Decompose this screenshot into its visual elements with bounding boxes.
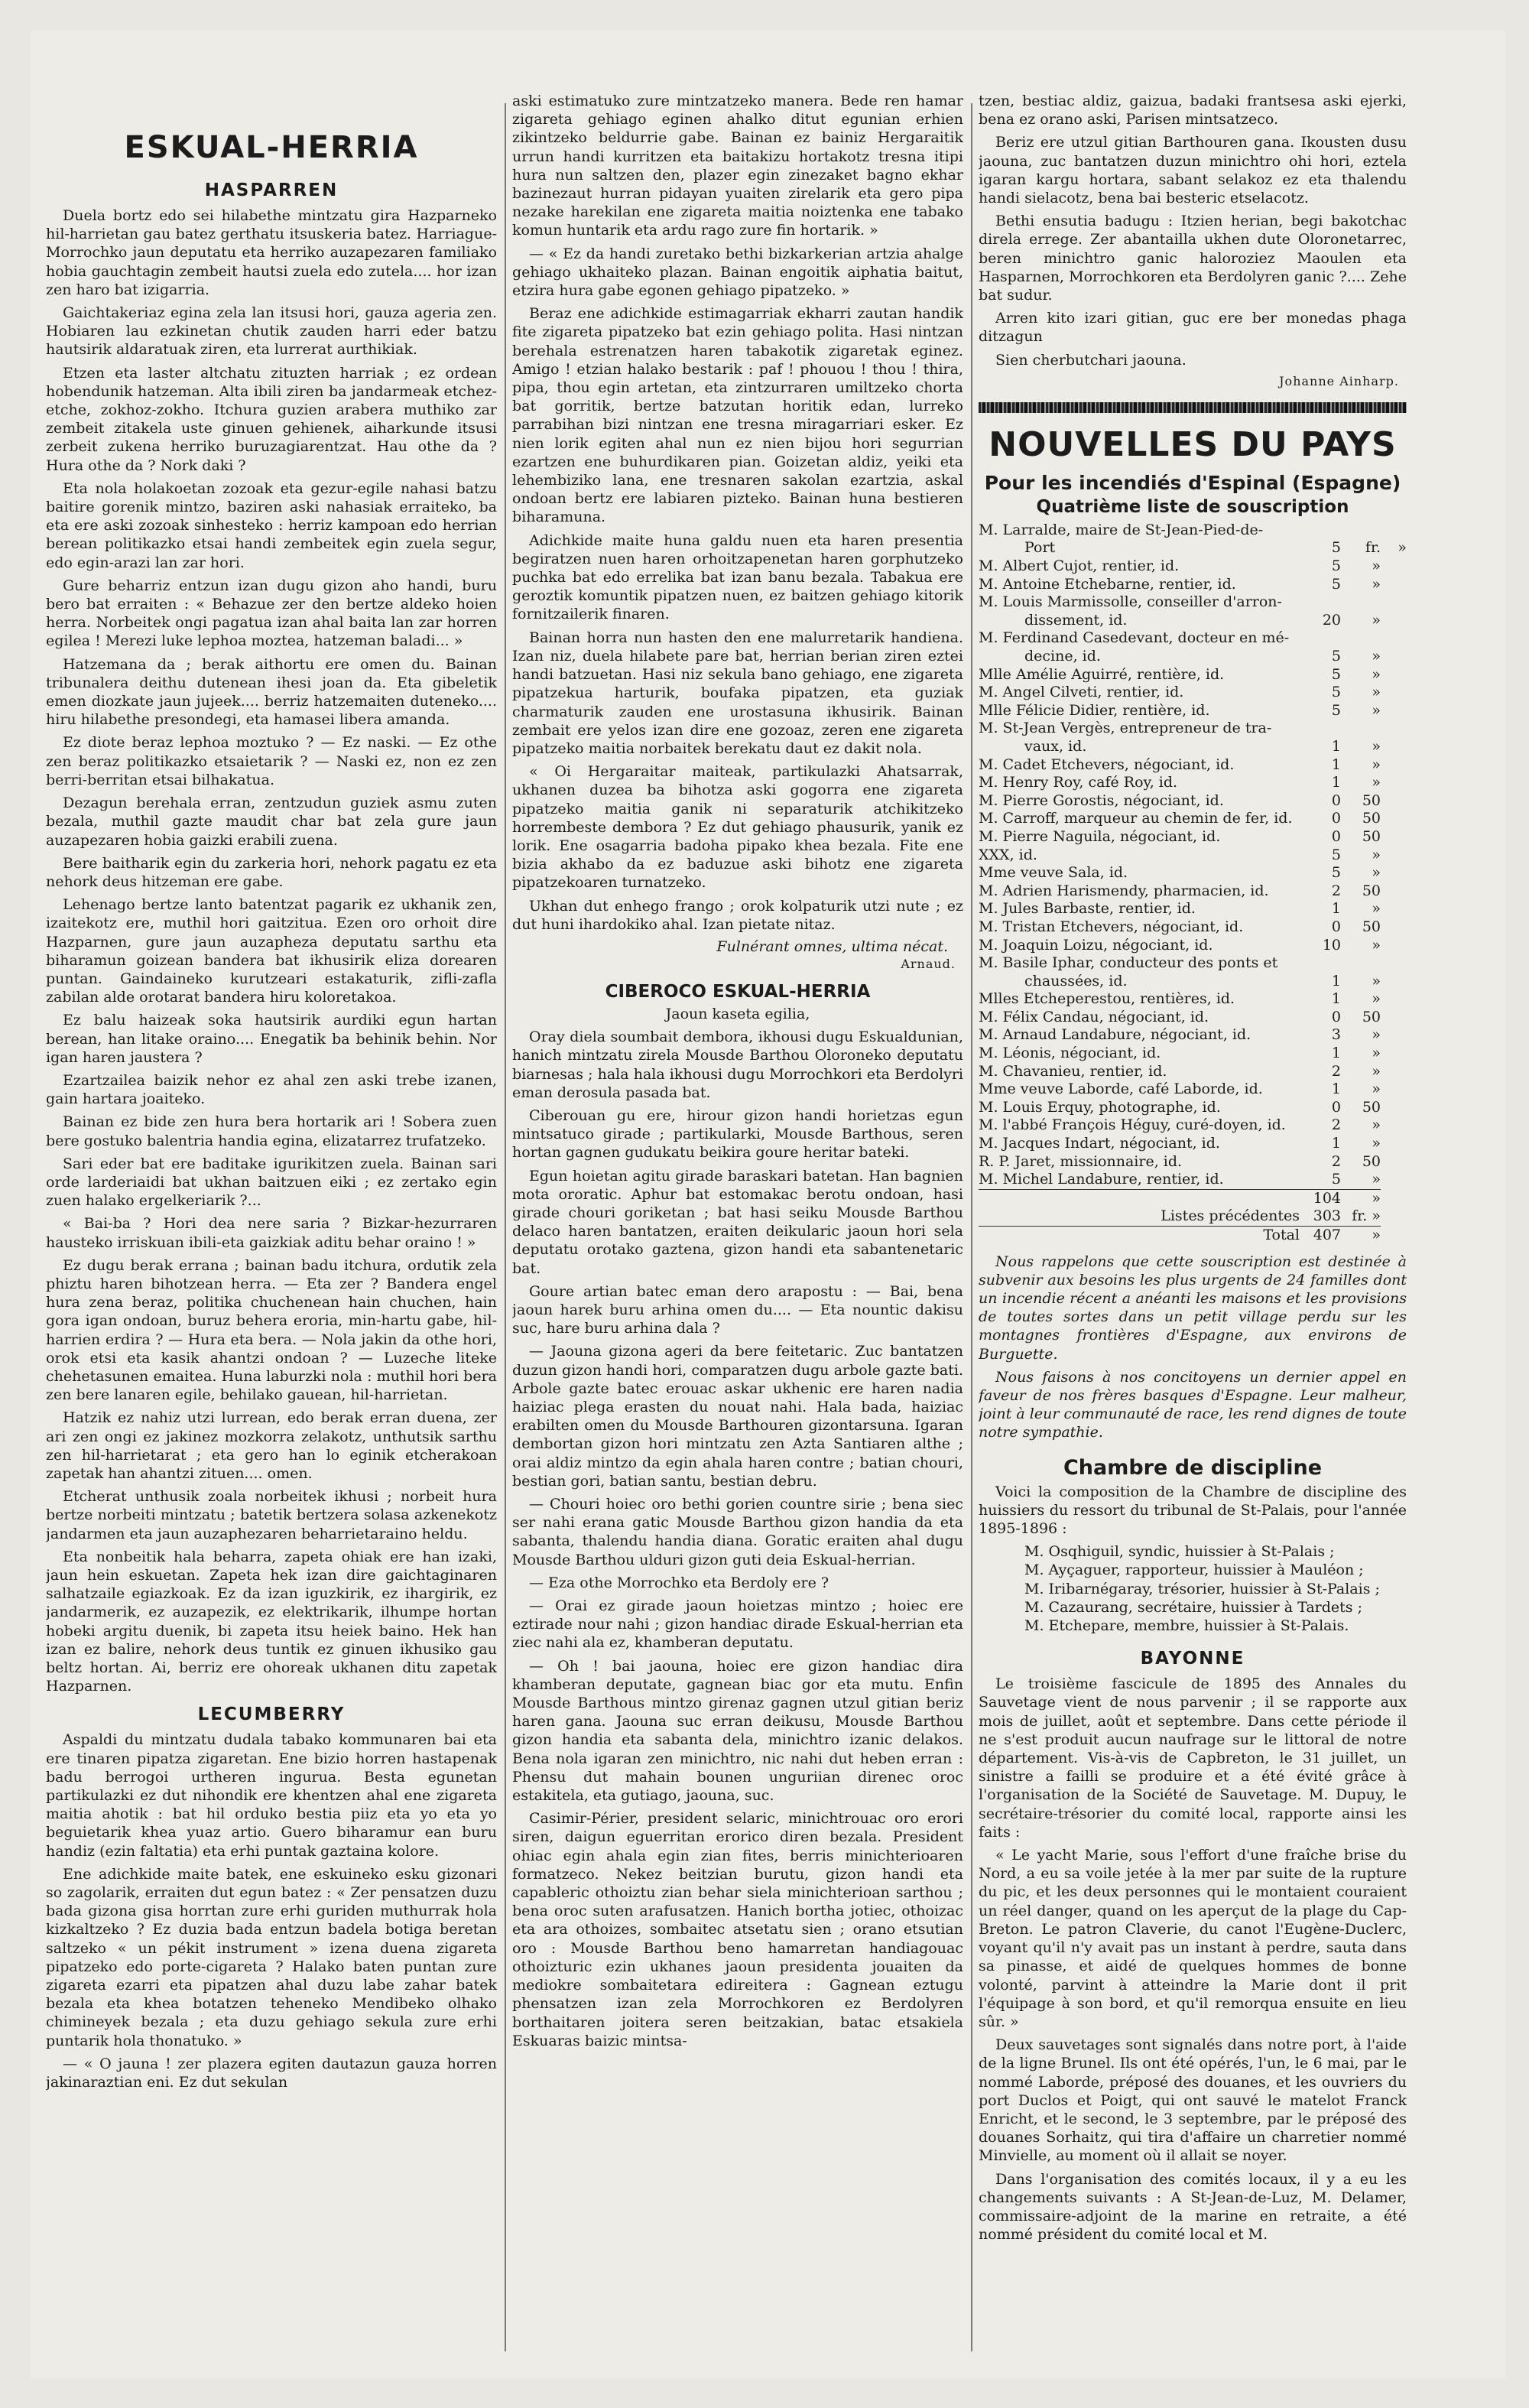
paragraph: Bainan ez bide zen hura bera hortarik ari ! Sobera zuen bere gostuko balentria handia egina, elizatarrez trufatzeko. [46,1113,497,1149]
subscription-row [979,612,1407,630]
subscriber-name: M. Pierre Gorostis, négociant, id. [979,791,1224,809]
subscription-unit [1381,937,1407,955]
subscription-amount: 5 [1331,846,1341,863]
subscription-unit [1381,1009,1407,1027]
subscription-unit [1381,990,1407,1009]
subscriber-name: M. Ferdinand Casedevant, docteur en mé- [979,629,1290,647]
subscription-amount: 3 [1331,1026,1341,1044]
subscription-cents: » [1372,900,1381,918]
subscription-row [979,576,1407,594]
bayonne-heading: BAYONNE [1140,1649,1245,1669]
subscription-unit [1381,864,1407,882]
paragraph: Ez dugu berak errana ; bainan badu itchura, ordutik zela phiztu haren bihotzean herra. — Eta zer ? Bandera engel hura zena beraz, politika chuchenean hain chuchen, hain gora igan ondoan, buruz behera eroria, min-hartu gabe, hil-harrien erdira ? — Hura eta bera. — Nola jakin da othe hori, orok etsi eta kasik ahantzi ondoan ? — Luzeche liteke chehetasunen emaitea. Huna laburzki nola : muthil hori bera zen bere lanaren egile, behilako gauean, hil-harrietan. [46,1256,497,1404]
previous-lists-unit: fr. » [1352,1207,1381,1225]
paragraph: Casimir-Périer, president selaric, minichtrouac oro erori siren, daigun eguerritan erorico diren bezala. President ohiac egin ahala egin zian fites, berris minichterioaren formatzeco. Nekez beitzian burutu, gizon handi eta capableric othoiztu zian behar siela minichterioan sarthou ; bena oroc suten arafusatzen. Hanich bortha jotiec, othoizac eta ara othoizes, sombaitec atsetatu sien ; orano etsutian oro : Mousde Barthou beno hamarretan handiagouac othoizturic ezin ukhanes jaoun presidenta jouaiten da mediokre sombaitetara edireitera : Gagnean eztugu phensatzen izan zela Morrochkoren ez Berdolyren borthaitaren joitera seren beitzakian, batac etsakiela Eskuaras baizic mintsa- [512,1810,963,2049]
subscription-cents: 50 [1362,791,1381,809]
subscription-row [979,1026,1407,1045]
subtotal-row [979,1189,1407,1207]
subscription-amount: 5 [1331,557,1341,575]
subscription-amount [1307,629,1341,648]
subscription-amount: 2 [1331,1116,1341,1134]
bayonne-article [979,1675,1407,2244]
paragraph: Gure beharriz entzun izan dugu gizon aho handi, buru bero bat erraiten : « Behazue zer den bertze aldeko hoien herra. Norbeitek ongi pagatua izan ahal baita lan zar horren egilea ! Merezi luke lephoa moztea, hatzeman baladi... » [46,577,497,650]
subscription-unit [1381,593,1407,612]
subscription-row [979,593,1407,612]
subscription-amount [1307,954,1341,973]
subscription-unit [1381,738,1407,756]
subscription-cents: » [1372,684,1381,701]
subscriber-name: Mlle Amélie Aguirré, rentière, id. [979,665,1225,683]
subscription-row [979,1045,1407,1063]
signature-arnaud: Arnaud. [901,956,956,971]
subscription-unit [1381,629,1407,648]
subscription-row [979,557,1407,576]
paragraph: Ciberouan gu ere, hirour gizon handi horietzas egun mintsatuco girade ; partikularki, Mousde Barthous, seren hortan gagnen gudukatu beikira goure heritar bateki. [512,1107,963,1162]
subscriber-name: M. Angel Cilveti, rentier, id. [979,684,1184,701]
subscription-cents: 50 [1362,882,1381,899]
subscription-cents: » [1372,557,1381,575]
paragraph: Etcherat unthusik zoala norbeitek ikhusi ; norbeit hura bertze norbeiti mintzatu ; batetik bertzera solasa azkenekotz jandarmen eta jaun auzaphezaren beharrietaraino heldu. [46,1488,497,1542]
paragraph: Bethi ensutia badugu : Itzien herian, begi bakotchac direla errege. Zer abantailla ukhen dute Oloronetarrec, beren minichtro ganic haloroziez Maoulen eta Hasparnen, Morrochkoren eta Berdolyren ganic ?.... Zehe bat sudur. [979,213,1407,304]
subscriber-name: XXX, id. [979,846,1037,863]
paragraph: tzen, bestiac aldiz, gaizua, badaki frantsesa aski ejerki, bena ez orano aski, Parisen mintsatzeco. [979,93,1407,128]
subscription-unit [1381,810,1407,828]
subscription-cents: » [1372,846,1381,863]
subscription-cents: 50 [1362,918,1381,935]
paragraph: — Chouri hoiec oro bethi gorien countre sirie ; bena siec ser nahi erana gatic Mousde Barthou gizon handia da eta sabanta, thalendu handia diana. Goratic eraiten ahal dugu Mousde Barthou ulduri gizon guti deia Eskual-herrian. [512,1496,963,1568]
subscriber-name: Port [1024,539,1056,557]
ciberoco-article [512,1028,963,2050]
subscription-unit: » [1398,539,1407,557]
subscription-unit [1381,557,1407,576]
subscription-amount: 5 [1331,575,1341,593]
subscription-amount: 5 [1331,684,1341,701]
subscription-amount: 5 [1331,701,1341,719]
subscription-amount: 1 [1331,990,1341,1008]
subscription-amount: 0 [1331,918,1341,935]
subscriber-name: dissement, id. [1024,611,1128,629]
previous-lists-amount: 303 [1313,1207,1341,1225]
subscription-row [979,756,1407,775]
subscription-row [979,1099,1407,1117]
paragraph: « Le yacht Marie, sous l'effort d'une fraîche brise du Nord, a eu sa voile jetée à la mer par suite de la rupture du pic, et les deux personnes qui le montaient couraient un réel danger, quand on les aperçut de la plage du Cap-Breton. Le patron Claverie, du canot l'Eugène-Duclerc, voyant qu'il n'y avait pas un instant à perdre, sauta dans sa pinasse, et aidé de quelques hommes de bonne volonté, parvint à atteindre la Marie dont il prit l'équipage à son bord, et qu'il remorqua ensuite en lieu sûr. » [979,1847,1407,2030]
paragraph: « Oi Hergaraitar maiteak, partikulazki Ahatsarrak, ukhanen duzea ba bihotza aski gogorra ene zigareta pipatzeko maitia ganik ni separaturik atchikitzeko horrembeste dembora ? Ez dut gehiago phausurik, yanik ez lorik. Ene osagarria badoha pipako khea bezala. Fite ene bizia akhabo da ez baduzue aski bihotz ene zigareta pipatzekoaren turnatzeko. [512,763,963,892]
paragraph: Ukhan dut enhego frango ; orok kolpaturik utzi nute ; ez dut huni ihardokiko ahal. Izan pietate nitaz. [512,897,963,933]
paragraph: Ez diote beraz lephoa moztuko ? — Ez naski. — Ez othe zen beraz politikazko etsaietarik ? — Naski ez, non ez zen berri-berritan etsai bilhakatua. [46,734,497,788]
signature-ainharp: Johanne Ainharp. [1279,373,1399,388]
subscription-cents: » [1372,1135,1381,1152]
chambre-members [979,1542,1407,1635]
subscription-row [979,864,1407,882]
ciberoco-article-continued [979,92,1407,388]
subscription-cents: » [1372,1081,1381,1098]
subscriber-name: M. Arnaud Landabure, négociant, id. [979,1026,1251,1044]
subscription-amount: 1 [1331,756,1341,773]
subscriber-name: M. Tristan Etchevers, négociant, id. [979,918,1244,935]
subscription-row [979,539,1407,557]
subscriber-name: M. Pierre Naguila, négociant, id. [979,827,1221,845]
subtotal-amount: 104 [1307,1189,1341,1207]
list-item: M. Ayçaguer, rapporteur, huissier à Mauléon ; [1024,1561,1364,1579]
subscription-cents: » [1372,1045,1381,1062]
subscription-row [979,954,1407,973]
subscription-row [979,1081,1407,1099]
subscription-cents: 50 [1362,1152,1381,1170]
subscription-cents [1341,720,1381,738]
paragraph: « Bai-ba ? Hori dea nere saria ? Bizkar-hezurraren hausteko irriskuan ibili-eta gaizkiak aditu behar oraino ! » [46,1215,497,1251]
subscriber-name: M. Jules Barbaste, rentier, id. [979,900,1196,918]
subscriber-name: M. Basile Iphar, conducteur des ponts et [979,954,1278,972]
paragraph: — Oh ! bai jaouna, hoiec ere gizon handiac dira khamberan deputate, gagnean biac gor eta mutu. Enfin Mousde Barthous mintzo girenaz gagnen utzul gitian beriz haren gana. Jaouna suc erran deikusu, Mousde Barthou gizon handia eta sabanta dela, minichtro izanic delakos. Bena nola igaran zen minichtro, nic nahi dut heben erran : Phensu dut mahain bounen unguriian direnec oroc estakitela, eta gutiago, jaouna, suc. [512,1657,963,1805]
subscription-cents: 50 [1362,1098,1381,1116]
subscriber-name: M. Henry Roy, café Roy, id. [979,774,1178,791]
subscription-unit [1381,774,1407,792]
subscription-amount: 1 [1331,1045,1341,1062]
subscription-amount: 2 [1331,1062,1341,1080]
paragraph: Hatzik ez nahiz utzi lurrean, edo berak erran duena, zer ari zen ongi ez jakinez mozkorra zelakotz, unthutsik sarthu zen hil-harrietarat ; eta gero han lo eginik etcherakoan zapetak han ahantzi zituen.... omen. [46,1409,497,1482]
subscription-cents: » [1372,575,1381,593]
subscription-amount: 0 [1331,791,1341,809]
paragraph: Nous rappelons que cette souscription est destinée à subvenir aux besoins les plus urgents de 24 familles dont un incendie récent a anéanti les maisons et les provisions de toutes sortes dans un petit village perdu sur les montagnes frontières d'Espagne, aux environs de Burguette. [979,1253,1407,1363]
subscription-amount: 20 [1322,611,1341,629]
subscription-cents: fr. [1365,539,1381,557]
subscription-amount [1307,522,1341,540]
subscription-row [979,738,1407,756]
lecumberry-heading: LECUMBERRY [197,1704,346,1725]
paragraph: Duela bortz edo sei hilabethe mintzatu gira Hazparneko hil-harrietan gau batez gerthatu itsuskeria batez. Harriague-Morrochko jaun deputatu eta herriko auzapezaren familiako hobia gauchtagin zembeit hautsi zuela edo zutela.... hor izan zen haro bat izigarria. [46,207,497,298]
subscription-unit [1381,576,1407,594]
subscription-cents: » [1372,972,1381,990]
subscription-cents: 50 [1362,810,1381,827]
lecumberry-article-continued [512,92,963,971]
paragraph: Eta nola holakoetan zozoak eta gezur-egile nahasi batzu baitire gorenik mintzo, baziren aski nahasiak erraiteko, ba eta ere aski zozoak sinhesteko : herriz kampoan edo herrian berean politikazko etsai handi zembeitek egin zuela segur, edo egin-arazi lan zar hori. [46,479,497,571]
subscriber-name: M. l'abbé François Héguy, curé-doyen, id. [979,1116,1286,1134]
subscriber-name: Mme veuve Laborde, café Laborde, id. [979,1081,1263,1098]
subscription-amount: 5 [1331,648,1341,665]
subscription-unit [1381,847,1407,865]
subscriber-name: R. P. Jaret, missionnaire, id. [979,1152,1183,1170]
lecumberry-article [46,1730,497,2091]
column-rule-1 [505,103,506,2351]
column-1 [46,76,497,2096]
subscription-unit [1381,612,1407,630]
paragraph: Beriz ere utzul gitian Barthouren gana. Ikousten dusu jaouna, zuc bantatzen duzun minichtro ohi hori, eztela igaran kargu hortara, sabant selakoz ez eta thalendu handi sielacotz, bena bai besteric etselacotz. [979,134,1407,207]
espinal-subheading: Quatrième liste de souscription [1036,496,1349,517]
subscription-cents: » [1372,1062,1381,1080]
paragraph: Sari eder bat ere baditake igurikitzen zuela. Bainan sari orde larderiaidi bat ukhan baitzuen eiki ; ez zertako egin zuen halako ergelkeriarik ?... [46,1155,497,1210]
paragraph: Ezartzailea baizik nehor ez ahal zen aski trebe izanen, gain hartara joaiteko. [46,1071,497,1108]
subscription-row [979,720,1407,738]
paragraph: Egun hoietan agitu girade baraskari batetan. Han bagnien mota ororatic. Aphur bat estomakac berotu ondoan, hasi girade chouri goriketan ; bat hasi seiku Mousde Barthou delaco haren bantatzen, eraiten deikularic jaoun hori sela deputatu orotako gaztena, gizon handi eta sabantenetaric bat. [512,1167,963,1277]
subscriber-name: M. Michel Landabure, rentier, id. [979,1171,1224,1188]
paragraph: Gaichtakeriaz egina zela lan itsusi hori, gauza ageria zen. Hobiaren lau ezkinetan chutik zauden harri eder batzu hautsirik aldaratuak ziren, eta lurrerat aurthikiak. [46,304,497,359]
subscription-unit [1381,1081,1407,1099]
subscriber-name: M. Jacques Indart, négociant, id. [979,1135,1220,1152]
subscription-row [979,702,1407,720]
ciberoco-heading: CIBEROCO ESKUAL-HERRIA [605,981,871,1002]
paragraph: Sien cherbutchari jaouna. [995,351,1187,369]
subscriber-name: M. Antoine Etchebarne, rentier, id. [979,575,1236,593]
subscription-unit [1381,1135,1407,1153]
subscriber-name: Mlle Félicie Didier, rentière, id. [979,701,1210,719]
espinal-heading: Pour les incendiés d'Espinal (Espagne) [984,471,1401,494]
subscription-amount: 0 [1331,827,1341,845]
paragraph: — Eza othe Morrochko eta Berdoly ere ? [529,1574,829,1591]
subscription-cents: 50 [1362,1008,1381,1025]
subscription-cents: » [1372,648,1381,665]
hasparren-article [46,206,497,1695]
subtotal-unit: » [1341,1189,1381,1207]
paragraph: — Jaouna gizona ageri da bere feitetaric. Zuc bantatzen duzun gizon handi hori, comparatzen dugu arbole gazte bati. Arbole gazte batec erouac askar ukhenic ere haren nadia haiziac plega erasten du nouat nahi. Hala bada, haiziac erabilten omen du Mousde Barthouren gizontarsuna. Igaran dembortan gizon hori mintzatu zen Azta Santiaren althe ; orai aldiz mintzo da egin ahala haren contre ; batian chouri, bestian gori, batian santu, bestian debru. [512,1343,963,1490]
paragraph: Deux sauvetages sont signalés dans notre port, à l'aide de la ligne Brunel. Ils ont été opérés, l'un, le 6 mai, par le nommé Laborde, préposé des douanes, et les ouvriers du port Duclos et Poigt, qui ont sauvé le matelot Franck Enricht, et le second, le 3 septembre, par le préposé des douanes Sorhaitz, qui tira d'affaire un charretier nommé Minvielle, au moment où il allait se noyer. [979,2036,1407,2165]
paragraph: aski estimatuko zure mintzatzeko manera. Bede ren hamar zigareta gehiago eginen ahalko ditut egunian erhien zikintzeko beldurrie gabe. Bainan ez bainiz Hergaraitik urrun handi kurritzen eta baitakizu hortakotz tresna itipi hura nun saltzen den, plazer egin zinezaket bagno ekhar bazinezaut hurran pidayan yuaiten zirelarik eta gero pipa nezake harekilan ene zigareta maitia noiztenka ene tabako komun huntarik eta ardu rago zure fin hortarik. » [512,93,963,239]
paragraph: Dezagun berehala erran, zentzudun guziek asmu zuten bezala, muthil gazte maudit char bat zela gure jaun auzapezaren hobia gaizki erabili zuena. [46,795,497,849]
subscriber-name: M. Chavanieu, rentier, id. [979,1062,1167,1080]
subscription-unit [1381,900,1407,918]
subscription-row [979,937,1407,955]
paragraph: Eta nonbeitik hala beharra, zapeta ohiak ere han izaki, jaun hein eskuetan. Zapeta hek izan dire gaichtaginaren salhatzaile egiazkoak. Ez da izan iguzkirik, ez ihargirik, ez jandarmerik, ez auzapezik, ez elektrikarik, ilhumpe hortan hobeki argitu duenik, bi zapeta itsu heiek baino. Hek han izan ez balire, nehork deus tuntik ez ginuen ikhusiko gau beltz hortan. Ai, berriz ere ohoreak ukhanen ditu zapetak Hazparnen. [46,1548,497,1695]
total-row [979,1227,1407,1245]
paragraph: — Orai ez girade jaoun hoietzas mintzo ; hoiec ere eztirade nour nahi ; gizon handiac dirade Eskual-herrian eta ziec nahi ala ez, khamberan deputatu. [512,1597,963,1652]
list-item: M. Cazaurang, secrétaire, huissier à Tardets ; [1024,1598,1362,1616]
subscription-row [979,1171,1407,1189]
salutation: Jaoun kaseta egilia, [665,1005,810,1022]
subscription-cents [1341,954,1381,973]
newspaper-page [31,31,1506,2378]
subscription-unit [1381,973,1407,991]
subscription-unit [1381,882,1407,901]
subscription-cents: » [1372,665,1381,683]
subscription-row [979,1063,1407,1081]
subscription-unit [1381,666,1407,684]
subscription-table [979,522,1407,1245]
subscription-cents: » [1372,990,1381,1008]
subscription-cents: » [1372,1116,1381,1134]
subscription-amount: 1 [1331,737,1341,755]
nouvelles-heading: NOUVELLES DU PAYS [988,424,1397,464]
subscription-cents [1341,593,1381,612]
subscription-amount: 0 [1331,1008,1341,1025]
paragraph: Bainan horra nun hasten den ene malurretarik handiena. Izan niz, duela hilabete pare bat, herrian berian ziren eztei handi batzuetan. Hasi niz sekula bano gehiago, ene zigareta pipatzekua harturik, boufaka pipatzen, eta guziak charmaturik zauden ene urostasuna ikhusirik. Bainan zembait ere yelos izan dire ene gozoaz, zeren ene zigareta pipatzeko maitia norbaitek berekatu daut ez dakit nola. [512,629,963,757]
subscription-unit [1381,1116,1407,1135]
subscription-amount: 5 [1331,864,1341,882]
paragraph: Adichkide maite huna galdu nuen eta haren presentia begiratzen nuen haren orhoitzapenetan haren gorphutzeko puchka bat edo errelika bat izan banu bezala. Tabakua ere geroztik komuntik pipatzen nuen, ez baitzen gehiago kitorik fornitzailerik finaren. [512,531,963,623]
subscription-cents: » [1372,756,1381,773]
paragraph: Arren kito izari gitian, guc ere ber monedas phaga ditzagun [979,310,1407,346]
list-item: M. Osqhiguil, syndic, huissier à St-Palais ; [1024,1543,1335,1561]
subscription-row [979,1009,1407,1027]
subscription-amount: 5 [1331,539,1341,557]
latin-quote: Fulnérant omnes, ultima nécat. [716,938,948,955]
subscription-unit [1381,1171,1407,1189]
subscription-cents: » [1372,1026,1381,1044]
subscription-unit [1381,522,1407,540]
subscription-row [979,792,1407,811]
subscription-row [979,1153,1407,1172]
ornamental-divider [979,402,1407,413]
paragraph: Hatzemana da ; berak aithortu ere omen du. Bainan tribunalera deithu dutenean ihesi joan da. Eta gibeletik emen diozkate jaun jujeek.... berriz hatzemaiten duteneko.... hiru hilabethe presondegi, eta hamasei libera amanda. [46,655,497,729]
subscription-cents: 50 [1362,827,1381,845]
subscription-amount: 1 [1331,1081,1341,1098]
subscription-unit [1381,1153,1407,1172]
subscription-row [979,1116,1407,1135]
subscriber-name: M. St-Jean Vergès, entrepreneur de tra- [979,720,1272,737]
subscription-row [979,990,1407,1009]
subscription-row [979,973,1407,991]
subscription-amount: 0 [1331,1098,1341,1116]
subscription-unit [1381,702,1407,720]
paragraph: Nous faisons à nos concitoyens un dernier appel en faveur de nos frères basques d'Espagne. Leur malheur, joint à leur communauté de race, les rend dignes de toute notre sympathie. [979,1368,1407,1441]
subscription-unit [1381,1045,1407,1063]
subscription-unit [1381,684,1407,702]
subscription-unit [1381,792,1407,811]
hasparren-heading: HASPARREN [204,180,339,200]
subscription-row [979,882,1407,901]
subscription-unit [1381,648,1407,666]
subscription-row [979,900,1407,918]
subscriber-name: Mme veuve Sala, id. [979,864,1128,882]
subscription-unit [1381,1026,1407,1045]
subscription-unit [1381,756,1407,775]
subscription-amount: 2 [1331,1152,1341,1170]
subscription-unit [1381,918,1407,937]
subscriber-name: M. Louis Erquy, photographe, id. [979,1098,1221,1116]
subscription-amount: 10 [1322,936,1341,954]
subscription-row [979,684,1407,702]
subscription-row [979,629,1407,648]
subscription-cents: » [1372,1171,1381,1188]
total-unit: » [1341,1227,1381,1245]
subscription-amount: 5 [1331,1171,1341,1188]
paragraph: Le troisième fascicule de 1895 des Annales du Sauvetage vient de nous parvenir ; il se rapporte aux mois de juillet, août et septembre. Dans cette période il ne s'est produit aucun naufrage sur le littoral de notre département. Vis-à-vis de Capbreton, le 31 juillet, un sinistre a failli se produire et a été évité grâce à l'organisation de la Société de Sauvetage. M. Dupuy, le secrétaire-trésorier du comité local, rapporte ainsi les faits : [979,1675,1407,1841]
subscriber-name: M. Carroff, marqueur au chemin de fer, id. [979,810,1293,827]
subscription-amount [1307,720,1341,738]
subscriber-name: M. Albert Cujot, rentier, id. [979,557,1180,575]
total-amount: 407 [1307,1227,1341,1245]
list-item: M. Iribarnégaray, trésorier, huissier à St-Palais ; [1024,1580,1380,1597]
total-label: Total [979,1227,1307,1245]
paragraph: Oray diela soumbait dembora, ikhousi dugu Eskualdunian, hanich mintzatu zirela Mousde Barthou Oloroneko deputatu biarnesas ; hala hala ikhousi dugu Morrochkori eta Berdolyri eman derosula pasada bat. [512,1029,963,1101]
eskual-herria-heading: ESKUAL-HERRIA [124,130,419,165]
paragraph: Ene adichkide maite batek, ene eskuineko esku gizonari so zagolarik, erraiten dut egun batez : « Zer pensatzen duzu bada gizona gisa horrtan zure erhi guriden muthurrak hola kizkaltzeko ? Ez duzia bada entzun badela botiga beretan saltzeko « un pékit instrument » izena duena zigareta pipatzeko edo porte-cigareta ? Halako baten puntan zure zigareta ezarri eta pipatzen ahal duzu labe zahar batek bezala eta khea botatzen teheneko Mendibeko olhako chimineyek bezala ; eta duzu gehiago sekula zure erhi puntarik hola thonatuko. » [46,1865,497,2049]
subscription-unit [1381,720,1407,738]
subscription-amount: 1 [1331,972,1341,990]
subscription-cents: » [1372,864,1381,882]
previous-lists-label: Listes précédentes [1161,1207,1300,1225]
paragraph: Lehenago bertze lanto batentzat pagarik ez ukhanik zen, izaitekotz ere, muthil hori gaitzitua. Ezen oro orhoit dire Hazparnen, gure jaun auzapheza deputatu sarthu eta biharamun goizean bandera bat ikhusirik eliza dorearen puntan. Gaindaineko kurutzeari estakaturik, zifli-zafla zabilan alde orotarat bandera hiru koloretakoa. [46,896,497,1006]
subscription-row [979,522,1407,540]
column-2 [512,92,963,2055]
subscription-cents: » [1372,701,1381,719]
subscription-cents [1341,522,1381,540]
subscriber-name: M. Joaquin Loizu, négociant, id. [979,936,1213,954]
subscription-row [979,774,1407,792]
paragraph: Goure artian batec eman dero arapostu : — Bai, bena jaoun harek buru arhina omen du.... — Eta nountic dakisu suc, hare buru arhina dala ? [512,1282,963,1337]
column-3 [979,92,1407,2248]
paragraph: Beraz ene adichkide estimagarriak ekharri zautan handik fite zigareta pipatzeko bat ezin gehiago polita. Hasi nintzan berehala estrenatzen haren tabakotik zigaretak eginez. Amigo ! etzian halako bestarik : paf ! phouou ! thou ! thira, pipa, thou egin artetan, eta zintzurraren umiltzeko chorta bat gorritik, bertze batzutan horitik edan, lurreko parrabihan bizi nintzan ene tresna miragarriari esker. Ez nien lorik egiten ahal nun ez nien bijou hori segurrian ezartzen ene buhurdikaren pian. Goizetan aldiz, yeiki eta lehembiziko lana, ene tresnaren sakolan ezartzia, askal ondoan bertz ere labiaren pizteko. Bainan huna bestieren biharamuna. [512,305,963,526]
subscription-row [979,648,1407,666]
chambre-intro: Voici la composition de la Chambre de discipline des huissiers du ressort du tribunal de St-Palais, pour l'année 1895-1896 : [979,1483,1407,1538]
paragraph: — « Ez da handi zuretako bethi bizkarkerian artzia ahalge gehiago ukhaiteko plazan. Bainan engoitik aiphatia baitut, etzira hura gabe egonen gehiago pipatzeko. » [512,245,963,300]
paragraph: — « O jauna ! zer plazera egiten dautazun gauza horren jakinaraztian eni. Ez dut sekulan [46,2055,497,2091]
subscriber-name: M. Félix Candau, négociant, id. [979,1008,1209,1025]
subscription-row [979,1135,1407,1153]
subscription-row [979,810,1407,828]
subscription-row [979,847,1407,865]
subscription-amount [1307,593,1341,612]
list-item: M. Etchepare, membre, huissier à St-Palais. [1024,1617,1349,1635]
subscription-unit [1381,828,1407,847]
subscription-amount: 5 [1331,665,1341,683]
subscription-unit [1381,1063,1407,1081]
paragraph: Aspaldi du mintzatu dudala tabako kommunaren bai eta ere tinaren pipatza zigaretan. Ene bizio horren hastapenak badu berrogoi urtheren ingurua. Besta egunetan partikulazki ez dut nihondik ere khentzen ahal ene zigareta maitia ahotik : bat hil orduko bestia piiz eta yo eta yo beguietarik khea yuaz artio. Guero biharamur ean buru handiz (ezin faltatia) eta erhi puntak gaztaina kolore. [46,1731,497,1860]
subscriber-name: vaux, id. [1024,737,1087,755]
subscription-amount: 1 [1331,774,1341,791]
subscription-amount: 0 [1331,810,1341,827]
previous-lists-row [979,1207,1407,1226]
subscription-amount: 1 [1331,1135,1341,1152]
subscriber-name: decine, id. [1024,648,1101,665]
subscription-cents: » [1372,737,1381,755]
subscription-row [979,918,1407,937]
subscription-unit [1381,954,1407,973]
subscriber-name: M. Adrien Harismendy, pharmacien, id. [979,882,1269,899]
subscription-cents: » [1372,936,1381,954]
subscription-row [979,828,1407,847]
subscription-row [979,666,1407,684]
subscriber-name: M. Louis Marmissolle, conseiller d'arron- [979,593,1282,611]
subscription-cents: » [1372,611,1381,629]
subscription-cents: » [1372,774,1381,791]
subscriber-name: M. Léonis, négociant, id. [979,1045,1161,1062]
chambre-heading: Chambre de discipline [1063,1455,1323,1480]
subscription-amount: 1 [1331,900,1341,918]
appeal-notice [979,1253,1407,1442]
subscriber-name: chaussées, id. [1024,972,1128,990]
column-rule-2 [971,103,972,2351]
subscription-amount: 2 [1331,882,1341,899]
paragraph: Bere baitharik egin du zarkeria hori, nehork pagatu ez eta nehork deus hitzeman ere gabe. [46,854,497,890]
subscriber-name: Mlles Etcheperestou, rentières, id. [979,990,1235,1008]
subscription-unit [1381,1099,1407,1117]
paragraph: Ez balu haizeak soka hautsirik aurdiki egun hartan berean, han litake oraino.... Enegatik ba behinik behin. Nor igan haren jaustera ? [46,1012,497,1066]
paragraph: Etzen eta laster altchatu zituzten harriak ; ez ordean hobendunik hatzeman. Alta ibili ziren ba jandarmeak etchez-etche, zokhoz-zokho. Itchura guzien arabera muthiko zar zembeit zitakela uste ginuen gehienek, aiharkunde itsusi zerbeit zukena herriko buruzagiarentzat. Hau othe da ? Hura othe da ? Nork daki ? [46,364,497,474]
paragraph: Dans l'organisation des comités locaux, il y a eu les changements suivants : A St-Jean-de-Luz, M. Delamer, commissaire-adjoint de la marine en retraite, a été nommé président du comité local et M. [979,2170,1407,2244]
subscriber-name: M. Cadet Etchevers, négociant, id. [979,756,1235,773]
subscription-cents [1341,629,1381,648]
subscriber-name: M. Larralde, maire de St-Jean-Pied-de- [979,521,1264,538]
